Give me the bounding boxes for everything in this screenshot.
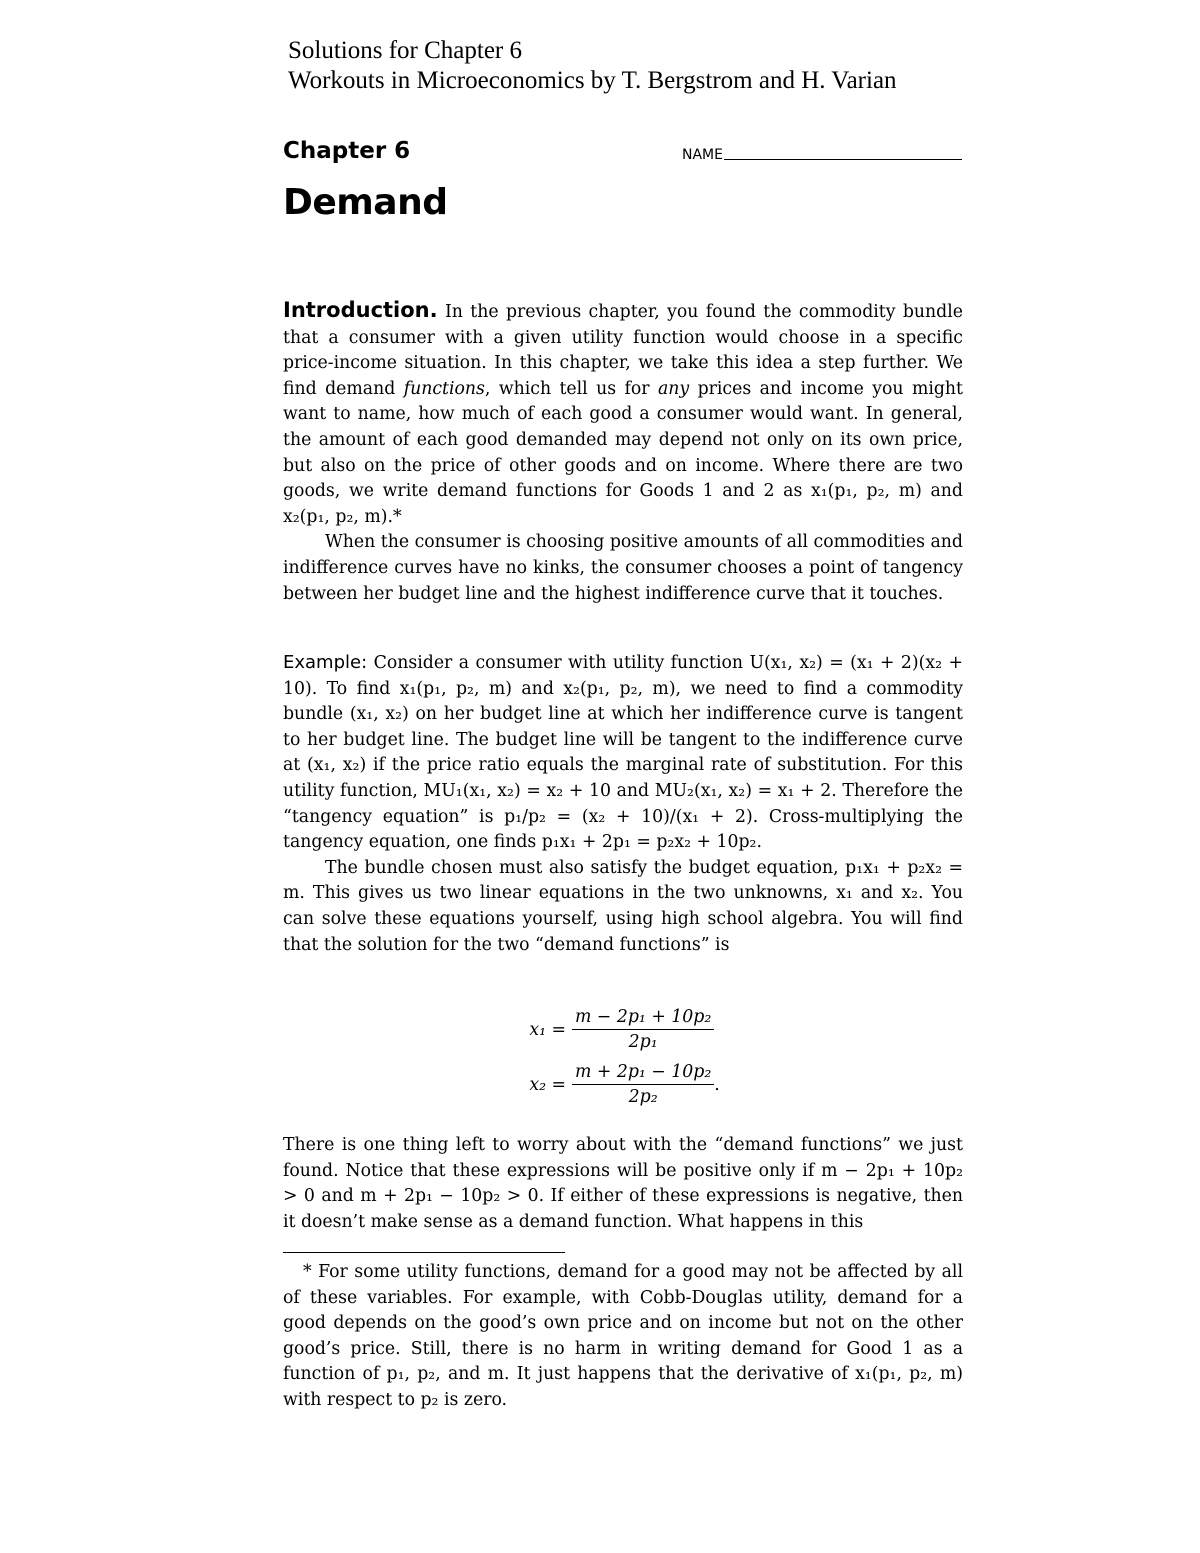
footnote-text: * For some utility functions, demand for a good may not be affected by all of these variables. For example, with Cobb-Douglas utility, demand for a good depends on the good’s own price and on income but not on the other good’s price. Still, there is no harm in writing demand for Good 1 as a function of p₁, p₂, and m. It just happens that the derivative of x₁(p₁, p₂, m) with respect to p₂ is zero.: [283, 1262, 963, 1410]
chapter-title: Demand: [283, 182, 448, 223]
name-blank-line[interactable]: [724, 159, 962, 160]
page-header: [288, 36, 897, 96]
demand-equations: [516, 1002, 736, 1112]
footnote: [283, 1260, 963, 1414]
intro-heading: Introduction.: [283, 298, 438, 322]
example-paragraph-1: Example: Consider a consumer with utility function U(x₁, x₂) = (x₁ + 2)(x₂ + 10). To find x₁(p₁, p₂, m) and x₂(p₁, p₂, m), we need to find a commodity bundle (x₁, x₂) on her budget line at which her indifference curve is tangent to her budget line. The budget line will be tangent to the indifference curve at (x₁, x₂) if the price ratio equals the marginal rate of substitution. For this utility function, MU₁(x₁, x₂) = x₂ + 10 and MU₂(x₁, x₂) = x₁ + 2. Therefore the “tangency equation” is p₁/p₂ = (x₂ + 10)/(x₁ + 2). Cross-multiplying the tangency equation, one finds p₁x₁ + 2p₁ = p₂x₂ + 10p₂.: [283, 652, 963, 853]
header-line-2: Workouts in Microeconomics by T. Bergstrom and H. Varian: [288, 67, 897, 94]
example-heading: Example:: [283, 652, 368, 673]
header-line-1: Solutions for Chapter 6: [288, 37, 523, 64]
eq2-denominator: 2p₂: [628, 1087, 658, 1107]
eq2-lhs: x₂ =: [529, 1074, 566, 1095]
name-label: NAME: [682, 147, 723, 163]
intro-paragraph-1: Introduction. In the previous chapter, you found the commodity bundle that a consumer with a given utility function would choose in a specific price-income situation. In this chapter, we take this idea a step further. We find demand functions, which tell us for any prices and income you might want to name, how much of each good a consumer would want. In general, the amount of each good demanded may depend not only on its own price, but also on the price of other goods and on income. Where there are two goods, we write demand functions for Goods 1 and 2 as x₁(p₁, p₂, m) and x₂(p₁, p₂, m).*: [283, 298, 963, 527]
eq1-denominator: 2p₁: [628, 1032, 658, 1052]
equation-x1: [516, 1002, 736, 1057]
eq1-numerator: m − 2p₁ + 10p₂: [572, 1007, 714, 1030]
eq2-numerator: m + 2p₁ − 10p₂: [572, 1062, 714, 1085]
chapter-label: Chapter 6: [283, 138, 411, 164]
introduction-section: [283, 298, 963, 607]
after-equations-section: [283, 1133, 963, 1235]
eq1-fraction: [572, 1007, 714, 1052]
example-section: [283, 650, 963, 958]
eq2-period: .: [714, 1074, 720, 1095]
example-paragraph-2: The bundle chosen must also satisfy the budget equation, p₁x₁ + p₂x₂ = m. This gives us two linear equations in the two unknowns, x₁ and x₂. You can solve these equations yourself, using high school algebra. You will find that the solution for the two “demand functions” is: [283, 857, 963, 955]
eq1-lhs: x₁ =: [529, 1019, 566, 1040]
footnote-rule: [283, 1252, 565, 1253]
name-field[interactable]: [682, 147, 962, 163]
intro-paragraph-2: When the consumer is choosing positive amounts of all commodities and indifference curves have no kinks, the consumer chooses a point of tangency between her budget line and the highest indifference curve that it touches.: [283, 532, 963, 604]
eq2-fraction: [572, 1062, 714, 1107]
after-paragraph-1: There is one thing left to worry about with the “demand functions” we just found. Notice that these expressions will be positive only if m − 2p₁ + 10p₂ > 0 and m + 2p₁ − 10p₂ > 0. If either of these expressions is negative, then it doesn’t make sense as a demand function. What happens in this: [283, 1135, 963, 1232]
equation-x2: [516, 1057, 736, 1112]
